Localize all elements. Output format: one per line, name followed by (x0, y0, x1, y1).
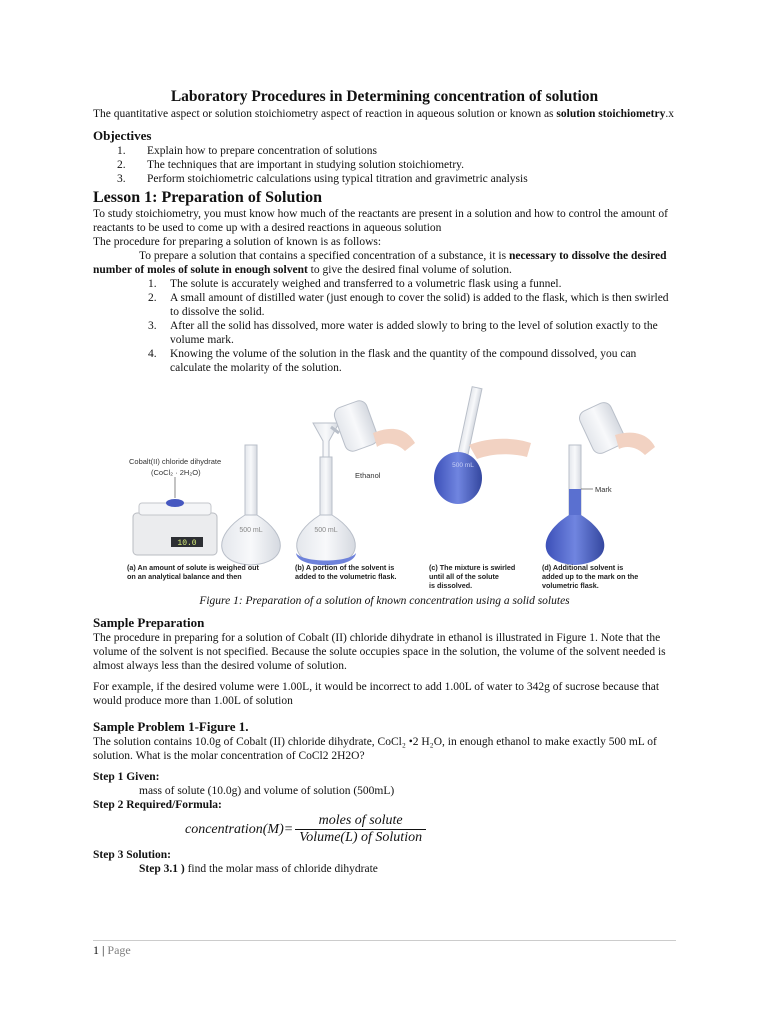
item-number: 3. (148, 320, 157, 332)
step1-text: mass of solute (10.0g) and volume of solution (500mL) (139, 785, 395, 797)
label-ethanol: Ethanol (355, 471, 381, 480)
step-label: Step 3 Solution: (93, 849, 171, 861)
list-item (93, 347, 676, 375)
page-footer (93, 940, 676, 957)
page-number: 1 (93, 943, 99, 957)
problem-heading: Sample Problem 1-Figure 1. (93, 719, 249, 734)
caption-a-line2: on an analytical balance and then (127, 572, 242, 581)
intro-bold: solution stoichiometry (556, 108, 666, 120)
formula-lhs: concentration(M)= (185, 821, 294, 837)
filled-flask (546, 400, 655, 565)
page-title: Laboratory Procedures in Determining concentration of solution (170, 88, 599, 105)
step-text: find the molar mass of chloride dihydrate (184, 863, 378, 875)
footer-page-label: Page (107, 943, 131, 957)
label-500ml: 500 mL (239, 527, 263, 534)
step-label: Step 3.1 ) (139, 863, 185, 875)
swirled-flask (434, 387, 531, 504)
caption-b-line1: (b) A portion of the solvent is (295, 563, 395, 572)
para-text: To prepare a solution that contains a specified concentration of a substance, it is (139, 250, 509, 262)
list-item (93, 144, 676, 158)
objectives-list (93, 144, 676, 186)
hand (615, 433, 655, 455)
item-number: 1. (117, 145, 126, 157)
list-item (93, 277, 676, 291)
label-formula: (CoCl₂ · 2H₂O) (151, 468, 201, 477)
item-text: A small amount of distilled water (just enough to cover the solid) is added to the flask, which is then swirled to dissolve the solid. (170, 292, 669, 318)
figure-illustration (93, 385, 676, 590)
formula-numerator: moles of solute (318, 813, 403, 828)
hand (373, 429, 415, 451)
caption-d-line1: (d) Additional solvent is (542, 563, 624, 572)
item-text: After all the solid has dissolved, more water is added slowly to bring to the level of solution exactly to the volume mark. (170, 320, 658, 346)
item-text: Knowing the volume of the solution in the flask and the quantity of the compound dissolved, you can calculate the molarity of the solution. (170, 348, 637, 374)
step31 (93, 862, 676, 876)
item-text: Perform stoichiometric calculations using typical titration and gravimetric analysis (147, 173, 528, 185)
analytical-balance (133, 499, 217, 555)
lesson-heading: Lesson 1: Preparation of Solution (93, 189, 323, 206)
list-item (93, 172, 676, 186)
volumetric-flask-empty (222, 445, 281, 565)
step1-label (93, 770, 676, 784)
item-text: Explain how to prepare concentration of solutions (147, 145, 377, 157)
item-number: 4. (148, 348, 157, 360)
scale-reading: 10.0 (177, 539, 197, 548)
molarity-formula (185, 814, 676, 845)
lesson-paragraph-1: To study stoichiometry, you must know how much of the reactants are present in a solution and how to control the amount of reactants to be used to come up with a desired reactions in aqueous solution (93, 208, 668, 234)
list-item (93, 291, 676, 319)
caption-a-line1: (a) An amount of solute is weighed out (127, 563, 259, 572)
intro-tail: .x (665, 108, 674, 120)
caption-c-line1: (c) The mixture is swirled (429, 563, 516, 572)
figure-caption: Figure 1: Preparation of a solution of known concentration using a solid solutes (199, 595, 570, 607)
step-label: Step 2 Required/Formula: (93, 799, 222, 811)
item-number: 2. (117, 159, 126, 171)
figure-1 (93, 385, 676, 590)
intro-text: The quantitative aspect or solution stoichiometry aspect of reaction in aqueous solution or known as (93, 108, 557, 120)
label-mark: Mark (595, 485, 612, 494)
step-label: Step 1 Given: (93, 771, 160, 783)
footer-separator: | (99, 943, 108, 957)
caption-c-line2: until all of the solute (429, 572, 499, 581)
intro-paragraph (93, 107, 676, 121)
caption-b-line2: added to the volumetric flask. (295, 572, 397, 581)
item-text: The solute is accurately weighed and transferred to a volumetric flask using a funnel. (170, 278, 562, 290)
procedure-steps (93, 277, 676, 375)
item-number: 2. (148, 292, 157, 304)
problem-text: The solution contains 10.0g of Cobalt (II) chloride dihydrate, CoCl₂ •2 H₂O, in enough ethanol to make exactly 500 mL of solution. What is the molar concentration of CoCl2 2H2O? (93, 736, 657, 762)
label-cobalt: Cobalt(II) chloride dihydrate (129, 457, 222, 466)
sample-prep-heading: Sample Preparation (93, 615, 205, 630)
item-number: 1. (148, 278, 157, 290)
caption-c-line3: is dissolved. (429, 581, 473, 590)
hand (469, 439, 531, 459)
list-item (93, 319, 676, 347)
caption-d-line3: volumetric flask. (542, 581, 599, 590)
item-text: The techniques that are important in studying solution stoichiometry. (147, 159, 465, 171)
sample-prep-paragraph-1: The procedure in preparing for a solution of Cobalt (II) chloride dihydrate in ethanol is illustrated in Figure 1. Note that the volume of the solvent is not specified. Because the solute occupies space in the solution, the volume of the solvent needed is almost always less than the desired volume of solution. (93, 632, 666, 672)
objectives-heading: Objectives (93, 128, 152, 143)
step3-label (93, 848, 676, 862)
item-number: 3. (117, 173, 126, 185)
formula-fraction (295, 814, 426, 845)
caption-d-line2: added up to the mark on the (542, 572, 639, 581)
sample-prep-paragraph-2: For example, if the desired volume were 1.00L, it would be incorrect to add 1.00L of water to 342g of sucrose because that would produce more than 1.00L of solution (93, 681, 660, 707)
para-bold: necessary to dissolve the desired number of moles of solute in enough solvent (93, 250, 667, 276)
label-500ml: 500 mL (314, 527, 338, 534)
list-item (93, 158, 676, 172)
label-500ml: 500 mL (452, 462, 474, 469)
formula-denominator: Volume(L) of Solution (295, 829, 426, 845)
document-page (93, 88, 676, 876)
lesson-paragraph-2: The procedure for preparing a solution of known is as follows: (93, 236, 382, 248)
step2-label (93, 798, 676, 812)
lesson-paragraph-3 (93, 249, 676, 277)
ethanol-bottle (331, 399, 415, 454)
para-text: to give the desired final volume of solution. (307, 264, 512, 276)
